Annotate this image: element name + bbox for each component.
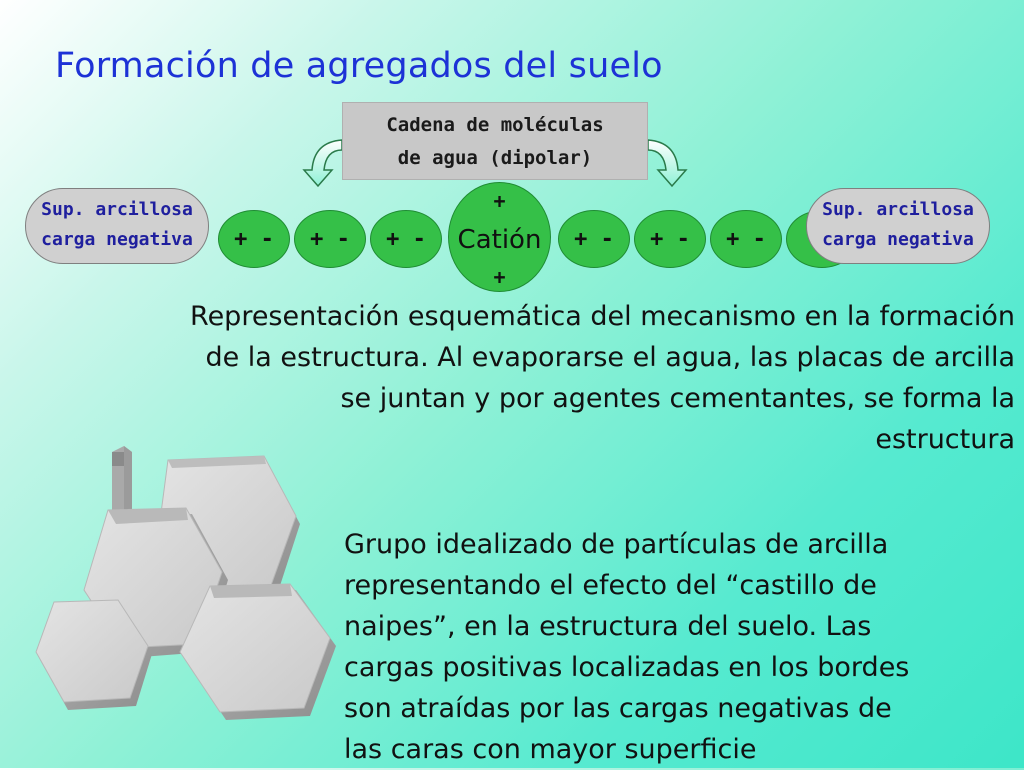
chain-label-line2: de agua (dipolar) xyxy=(397,147,593,169)
dipole-right-3: + - xyxy=(710,210,782,268)
card-house-line2: representando el efecto del “castillo de xyxy=(344,570,877,601)
dipole-left-1: + - xyxy=(218,210,290,268)
card-house-line6: las caras con mayor superficie xyxy=(344,734,757,765)
mechanism-line4: estructura xyxy=(875,424,1015,455)
card-house-illustration xyxy=(0,420,340,768)
card-house-line5: son atraídas por las cargas negativas de xyxy=(344,693,892,724)
right-surface-line1: Sup. arcillosa xyxy=(822,199,974,220)
mechanism-line1: Representación esquemática del mecanismo en la formación xyxy=(190,301,1015,332)
mechanism-line3: se juntan y por agentes cementantes, se forma la xyxy=(340,383,1015,414)
clay-particle-bottom-right xyxy=(180,584,336,720)
card-house-line4: cargas positivas localizadas en los bordes xyxy=(344,652,910,683)
cation-plus-top: + xyxy=(493,189,506,213)
card-house-line1: Grupo idealizado de partículas de arcilla xyxy=(344,529,889,560)
cation-plus-bottom: + xyxy=(493,265,506,289)
dipole-left-2: + - xyxy=(294,210,366,268)
dipole-right-2: + - xyxy=(634,210,706,268)
slide-title: Formación de agregados del suelo xyxy=(55,46,663,86)
water-chain-label-box xyxy=(342,102,648,180)
right-curved-arrow-icon xyxy=(648,140,686,186)
left-surface-line2: carga negativa xyxy=(41,229,193,250)
mechanism-line2: de la estructura. Al evaporarse el agua, las placas de arcilla xyxy=(205,342,1015,373)
right-clay-surface xyxy=(806,188,990,264)
left-clay-surface xyxy=(25,188,209,264)
cation-label: Catión xyxy=(457,225,542,255)
card-house-description xyxy=(344,524,1014,770)
left-curved-arrow-icon xyxy=(304,140,342,186)
cation-circle xyxy=(448,182,551,292)
dipole-right-1: + - xyxy=(558,210,630,268)
card-house-line3: naipes”, en la estructura del suelo. Las xyxy=(344,611,872,642)
left-surface-line1: Sup. arcillosa xyxy=(41,199,193,220)
dipole-left-3: + - xyxy=(370,210,442,268)
chain-label-line1: Cadena de moléculas xyxy=(386,114,604,136)
right-surface-line2: carga negativa xyxy=(822,229,974,250)
